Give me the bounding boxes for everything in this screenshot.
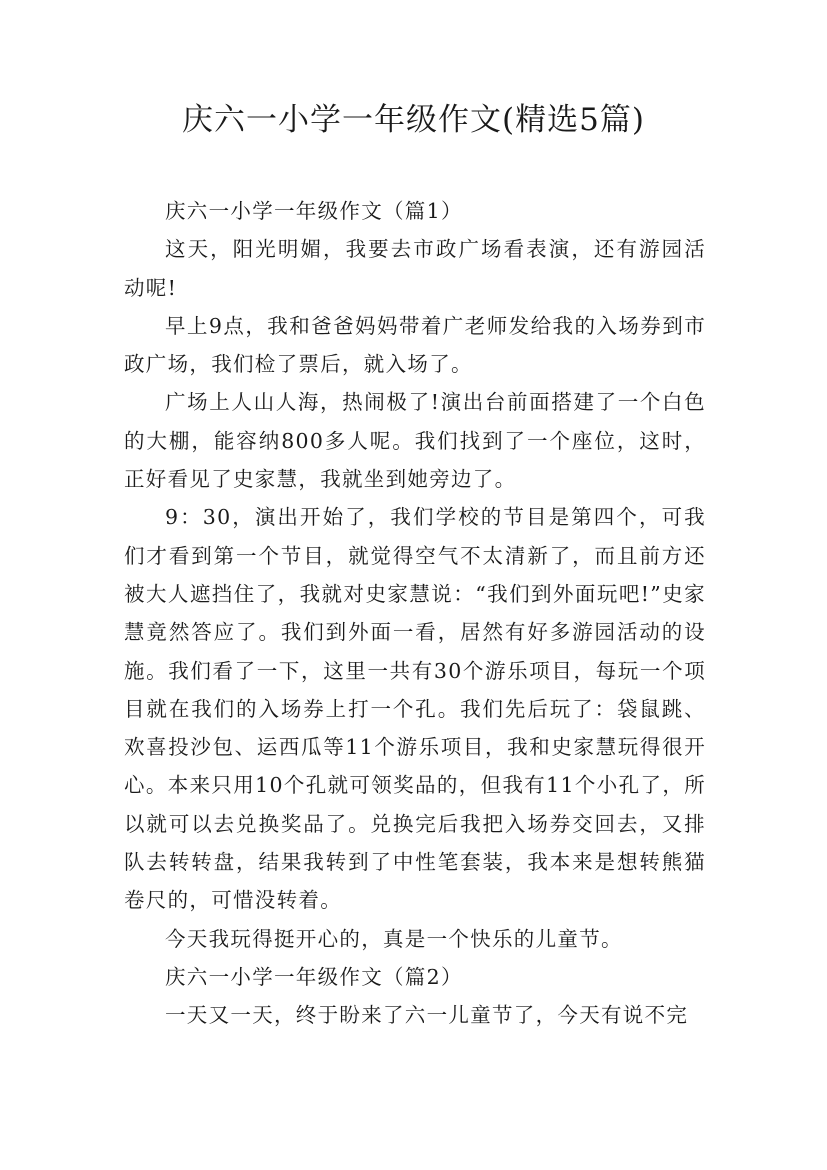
section-heading: 庆六一小学一年级作文（篇2）	[165, 964, 463, 989]
document-title: 庆六一小学一年级作文(精选5篇)	[182, 102, 645, 138]
section-heading: 庆六一小学一年级作文（篇1）	[165, 199, 463, 223]
paragraph: 一天又一天，终于盼来了六一儿童节了，今天有说不完	[165, 1003, 689, 1028]
paragraph: 早上9点，我和爸爸妈妈带着广老师发给我的入场券到市政广场，我们检了票后，就入场了。	[124, 313, 706, 377]
paragraph: 9：30，演出开始了，我们学校的节目是第四个，可我们才看到第一个节目，就觉得空气不太清新了，而且前方还被大人遮挡住了，我就对史家慧说：“我们到外面玩吧!”史家慧竟然答应了。我们到外面一看，居然有好多游园活动的设施。我们看了一下，这里一共有30个游乐项目，每玩一个项目就在我们的入场券上打一个孔。我们先后玩了：袋鼠跳、欢喜投沙包、运西瓜等11个游乐项目，我和史家慧玩得很开心。本来只用10个孔就可领奖品的，但我有11个小孔了，所以就可以去兑换奖品了。兑换完后我把入场券交回去，又排队去转转盘，结果我转到了中性笔套装，我本来是想转熊猫卷尺的，可惜没转着。	[124, 505, 706, 913]
document-body	[124, 192, 706, 1035]
paragraph: 广场上人山人海，热闹极了!演出台前面搭建了一个白色的大棚，能容纳800多人呢。我们找到了一个座位，这时，正好看见了史家慧，我就坐到她旁边了。	[124, 390, 706, 492]
paragraph: 这天，阳光明媚，我要去市政广场看表演，还有游园活动呢!	[124, 237, 706, 300]
paragraph: 今天我玩得挺开心的，真是一个快乐的儿童节。	[165, 926, 623, 951]
